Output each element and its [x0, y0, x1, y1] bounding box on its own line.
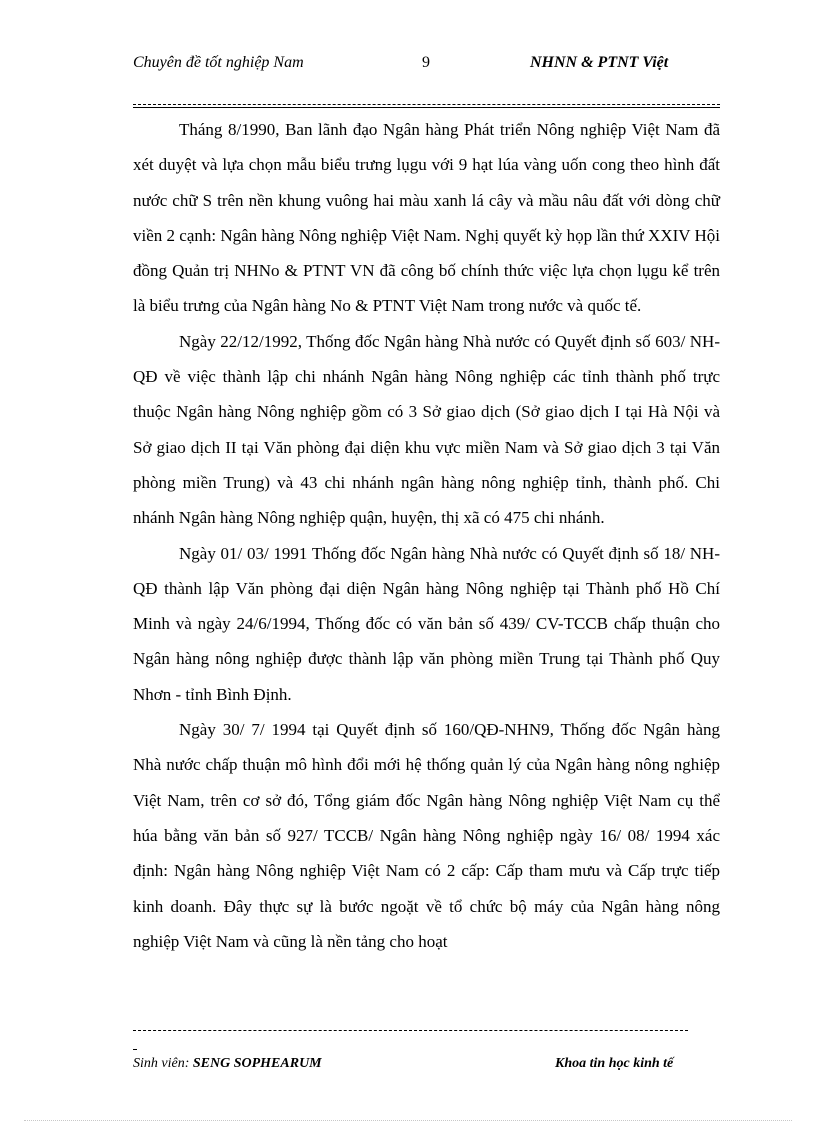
footer-student	[133, 1054, 322, 1074]
header-document-title: Chuyên đề tốt nghiệp Nam	[133, 54, 304, 71]
footer-student-name: SENG SOPHEARUM	[192, 1056, 322, 1071]
page-bottom-edge	[24, 1120, 792, 1121]
page-number: 9	[422, 54, 430, 71]
footer-divider-tick	[133, 1049, 137, 1050]
paragraph-management-model: Ngày 30/ 7/ 1994 tại Quyết định số 160/QĐ-NHN9, Thống đốc Ngân hàng Nhà nước chấp thuận mô hình đổi mới hệ thống quản lý của Ngân hàng nông nghiệp Việt Nam, trên cơ sở đó, Tổng giám đốc Ngân hàng Nông nghiệp Việt Nam cụ thể húa bằng văn bản số 927/ TCCB/ Ngân hàng Nông nghiệp ngày 16/ 08/ 1994 xác định: Ngân hàng Nông nghiệp Việt Nam có 2 cấp: Cấp tham mưu và Cấp trực tiếp kinh doanh. Đây thực sự là bước ngoặt về tổ chức bộ máy của Ngân hàng nông nghiệp Việt Nam và cũng là nền tảng cho hoạt	[133, 720, 720, 951]
header-divider	[133, 104, 720, 108]
document-body	[133, 112, 720, 959]
paragraph-branch-establishment: Ngày 22/12/1992, Thống đốc Ngân hàng Nhà nước có Quyết định số 603/ NH-QĐ về việc thành lập chi nhánh Ngân hàng Nông nghiệp các tỉnh thành phố trực thuộc Ngân hàng Nông nghiệp gồm có 3 Sở giao dịch (Sở giao dịch I tại Hà Nội và Sở giao dịch II tại Văn phòng đại diện khu vực miền Nam và Sở giao dịch 3 tại Văn phòng miền Trung) và 43 chi nhánh ngân hàng nông nghiệp tỉnh, thành phố. Chi nhánh Ngân hàng Nông nghiệp quận, huyện, thị xã có 475 chi nhánh.	[133, 331, 720, 528]
footer-student-label: Sinh viên:	[133, 1056, 193, 1071]
paragraph-logo-selection: Tháng 8/1990, Ban lãnh đạo Ngân hàng Phát triển Nông nghiệp Việt Nam đã xét duyệt và lựa chọn mẫu biểu trưng lụgu với 9 hạt lúa vàng uốn cong theo hình đất nước chữ S trên nền khung vuông hai màu xanh lá cây và mầu nâu đất với dòng chữ viền 2 cạnh: Ngân hàng Nông nghiệp Việt Nam. Nghị quyết kỳ họp lần thứ XXIV Hội đồng Quản trị NHNo & PTNT VN đã công bố chính thức việc lựa chọn lụgu kể trên là biểu trưng của Ngân hàng No & PTNT Việt Nam trong nước và quốc tế.	[133, 120, 720, 316]
paragraph-representative-offices: Ngày 01/ 03/ 1991 Thống đốc Ngân hàng Nhà nước có Quyết định số 18/ NH-QĐ thành lập Văn phòng đại diện Ngân hàng Nông nghiệp tại Thành phố Hồ Chí Minh và ngày 24/6/1994, Thống đốc có văn bản số 439/ CV-TCCB chấp thuận cho Ngân hàng nông nghiệp được thành lập văn phòng miền Trung tại Thành phố Quy Nhơn - tỉnh Bình Định.	[133, 543, 720, 704]
footer-department: Khoa tin học kinh tế	[555, 1056, 674, 1071]
footer-divider	[133, 1030, 688, 1031]
header-organization: NHNN & PTNT Việt	[530, 54, 669, 71]
